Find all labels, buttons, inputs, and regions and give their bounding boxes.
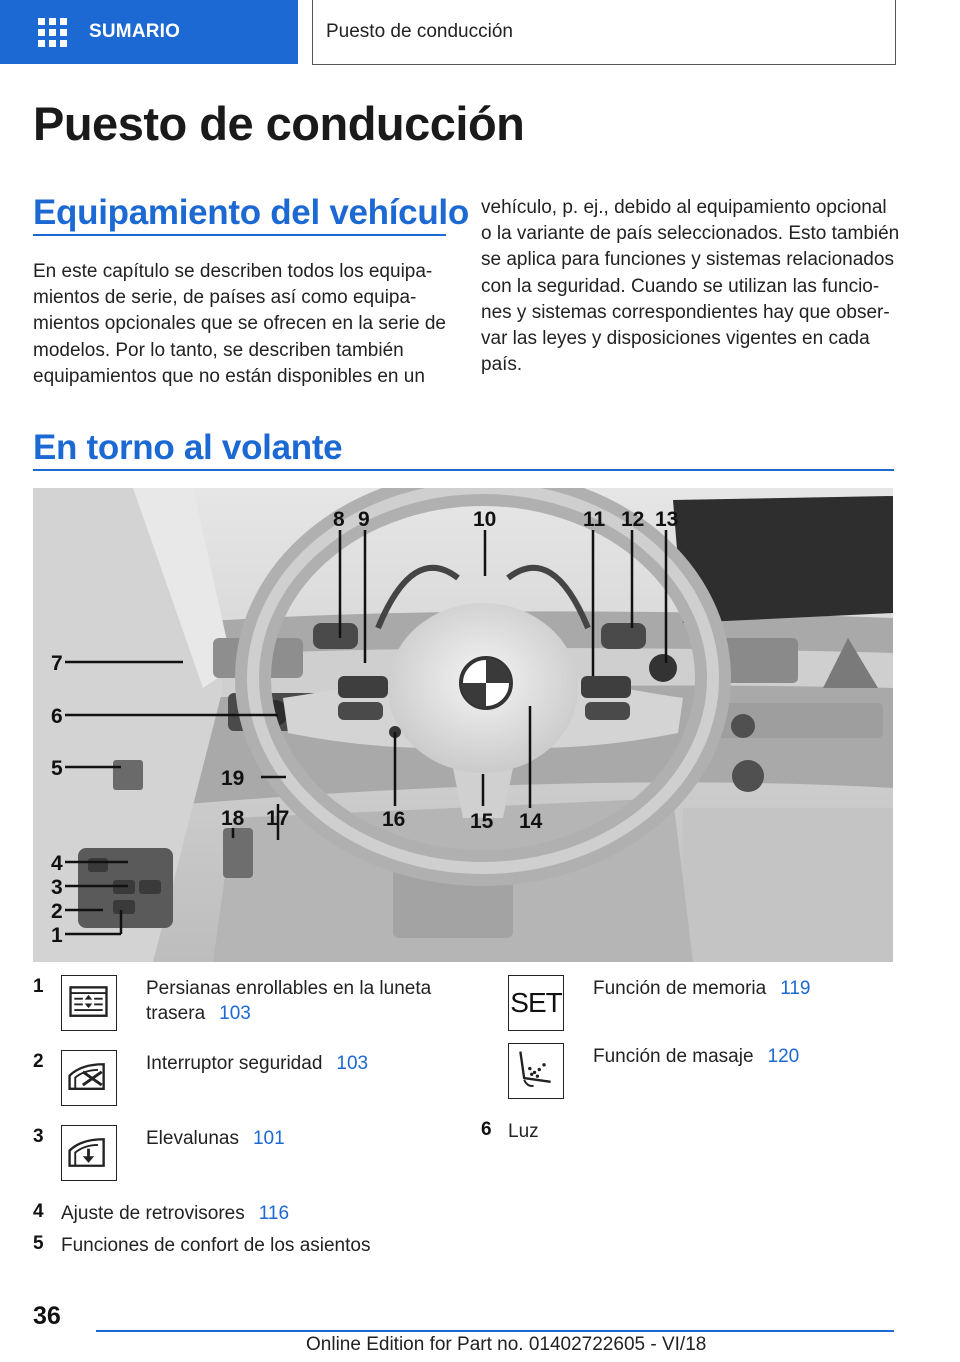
- callout-4: 4: [51, 852, 63, 875]
- callout-10: 10: [473, 508, 497, 531]
- legend-num-4: 4: [33, 1201, 44, 1222]
- legend-item-memory: Función de memoria 119: [593, 978, 811, 999]
- legend-num-5: 5: [33, 1233, 44, 1254]
- callout-17: 17: [266, 807, 290, 830]
- page-link-120[interactable]: 120: [767, 1046, 800, 1067]
- callout-15: 15: [470, 810, 494, 833]
- callout-14: 14: [519, 810, 543, 833]
- page-title: Puesto de conducción: [33, 97, 525, 150]
- legend-num-6: 6: [481, 1119, 492, 1140]
- summary-label: SUMARIO: [89, 21, 181, 42]
- legend-item-light: Luz: [508, 1121, 539, 1142]
- callout-3: 3: [51, 876, 63, 899]
- intro-text-col1: En este capítulo se describen todos los equipa- mientos de serie, de países así como equipa- mientos opcionales que se ofrecen en la serie de modelos. Por lo tanto, se describen también equipamientos que no están disponibles en un: [33, 261, 446, 387]
- page-link-119[interactable]: 119: [780, 978, 811, 999]
- callout-16: 16: [382, 808, 406, 831]
- legend-num-1: 1: [33, 976, 44, 997]
- callout-12: 12: [621, 508, 645, 531]
- callout-19: 19: [221, 767, 245, 790]
- grid-menu-icon: [38, 18, 67, 47]
- callout-8: 8: [333, 508, 345, 531]
- section-rule-steering: [33, 469, 894, 471]
- legend-item-window-lifter: Elevalunas 101: [146, 1128, 285, 1149]
- legend-item-massage: Función de masaje 120: [593, 1046, 800, 1067]
- callout-9: 9: [358, 508, 370, 531]
- summary-button[interactable]: [0, 0, 298, 64]
- page-link-101[interactable]: 101: [252, 1128, 285, 1149]
- cockpit-illustration: [33, 488, 893, 962]
- legend-item-safety-switch: Interruptor seguridad 103: [146, 1053, 369, 1074]
- section-title-equipment: Equipamiento del vehículo: [33, 193, 469, 232]
- page-link-103-switch[interactable]: 103: [336, 1053, 369, 1074]
- legend-item-seat-comfort: Funciones de confort de los asientos: [61, 1235, 371, 1256]
- callout-6: 6: [51, 705, 63, 728]
- page-number: 36: [33, 1302, 61, 1330]
- legend-item-mirrors: Ajuste de retrovisores 116: [61, 1203, 290, 1224]
- callout-18: 18: [221, 807, 245, 830]
- page-link-103-blind[interactable]: 103: [219, 1003, 251, 1024]
- massage-icon: [508, 1043, 564, 1099]
- callout-5: 5: [51, 757, 63, 780]
- memory-set-icon: [508, 975, 564, 1031]
- memory-set-icon-label: SET: [510, 987, 562, 1018]
- breadcrumb: Puesto de conducción: [312, 0, 896, 65]
- callout-7: 7: [51, 652, 63, 675]
- callout-2: 2: [51, 900, 63, 923]
- safety-switch-icon: [61, 1050, 117, 1106]
- window-lifter-icon: [61, 1125, 117, 1181]
- page-link-116[interactable]: 116: [258, 1203, 290, 1224]
- footer-edition: Online Edition for Part no. 01402722605 - VI/18: [306, 1334, 707, 1355]
- legend-num-3: 3: [33, 1126, 44, 1147]
- callout-11: 11: [583, 508, 606, 531]
- section-title-steering: En torno al volante: [33, 428, 343, 467]
- legend-num-2: 2: [33, 1051, 44, 1072]
- cockpit-image: [33, 488, 893, 962]
- section-rule-equipment: [33, 234, 446, 236]
- legend-item-rear-blind: Persianas enrollables en la luneta trasera 103: [146, 978, 432, 1024]
- intro-text-col2: vehículo, p. ej., debido al equipamiento opcional o la variante de país seleccionados. Esto también se aplica para funciones y sistemas relacionados con la seguridad. Cuando se utilizan las funcio- nes y sistemas correspondientes hay que obser- var las leyes y disposiciones vigentes en cada país.: [481, 197, 900, 376]
- callout-1: 1: [51, 924, 63, 947]
- footer-rule: [96, 1330, 894, 1332]
- callout-13: 13: [655, 508, 679, 531]
- rear-blind-icon: [61, 975, 117, 1031]
